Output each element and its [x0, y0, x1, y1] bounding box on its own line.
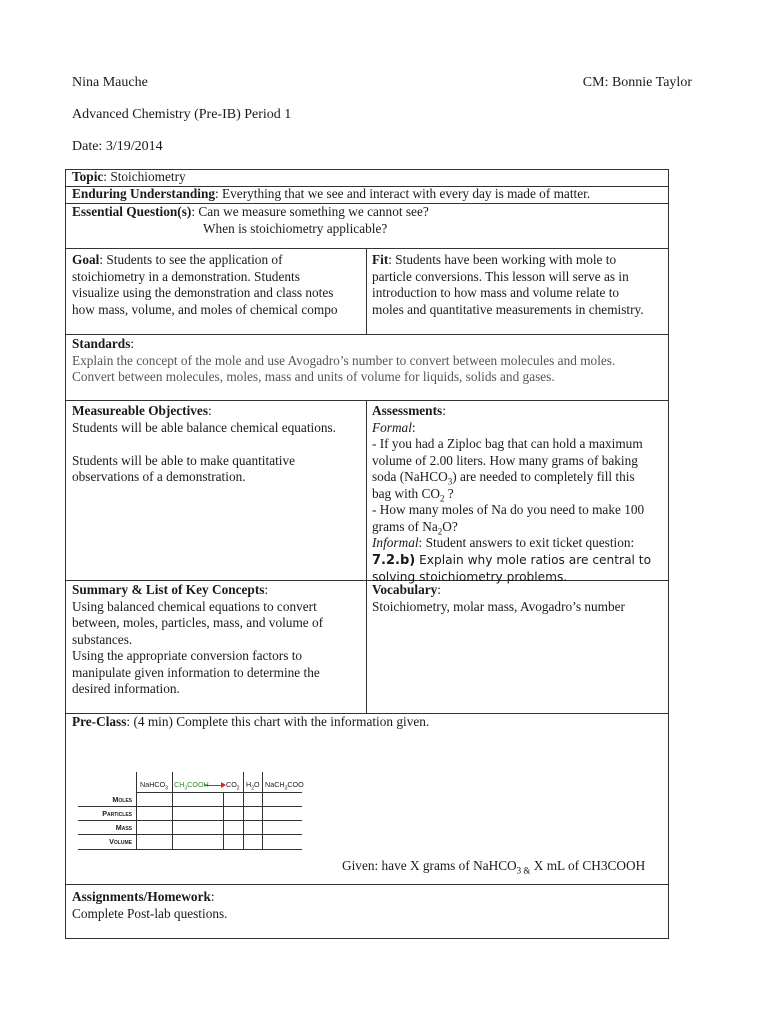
fit-label: Fit — [372, 252, 389, 267]
summary-line-6: desired information. — [72, 681, 180, 696]
formal-q1-line3: soda (NaHCO$_3$) are needed to completely fill this — [372, 469, 635, 487]
goal-label: Goal — [72, 252, 100, 267]
row-moles: Moles — [112, 795, 132, 804]
homework-value: Complete Post-lab questions. — [72, 905, 228, 921]
preclass-label: Pre-Class — [72, 714, 127, 729]
given-line: Given: have X grams of NaHCO$_{3 \&}$ X mL of CH3COOH — [342, 858, 646, 876]
topic-label: Topic — [72, 169, 104, 184]
objective-2b: observations of a demonstration. — [72, 469, 246, 484]
col-ch3cooh: $CH_3COOH$ — [174, 780, 209, 792]
assessments-label: Assessments — [372, 403, 443, 418]
row-volume: Volume — [109, 837, 132, 846]
summary-cell: Summary & List of Key Concepts: Using balanced chemical equations to convert between, moles, particles, mass, and volume of substances. Using the appropriate conversion factors to manipulate given information to determine the desired information. — [72, 582, 362, 698]
formal-q1-line4: bag with $CO_2$ ? — [372, 485, 454, 504]
informal-line: Informal: Student answers to exit ticket question: — [372, 535, 635, 550]
formal-q2-line2: grams of $Na_2O$? — [372, 518, 458, 537]
lesson-date: Date: 3/19/2014 — [72, 139, 163, 154]
summary-line-3: substances. — [72, 631, 133, 647]
formal-q1-line2: volume of 2.00 liters. How many grams of baking — [372, 452, 638, 468]
assessments-cell: Assessments: Formal: - If you had a Ziploc bag that can hold a maximum volume of 2.00 liters. How many grams of baking soda (NaHCO$_3$) are needed to completely fill this bag with $CO_2$ ? - How many moles of Na do you need to make 100 grams of $Na_2O$? Informal: Student answers to exit ticket question: 7.2.b) Explain why mole ratios are central to solving stoichiometry problems. — [372, 403, 666, 586]
enduring-row — [72, 186, 590, 203]
vocabulary-label: Vocabulary — [372, 582, 438, 597]
essential-q1: : Can we measure something we cannot see? — [191, 204, 429, 219]
goal-cell — [72, 252, 362, 318]
summary-line-2: between, moles, particles, mass, and volume of — [72, 615, 324, 630]
enduring-label: Enduring Understanding — [72, 186, 215, 201]
standards-cell: Standards: Explain the concept of the mole and use Avogadro’s number to convert between molecules and moles. Convert between molecules, moles, mass and units of volume for liquids, solids and gases. — [72, 336, 666, 386]
course-title: Advanced Chemistry (Pre-IB) Period 1 — [72, 107, 292, 122]
fit-line-1: : Students have been working with mole to — [388, 252, 617, 267]
objective-1: Students will be able balance chemical equations. — [72, 419, 337, 435]
summary-label: Summary & List of Key Concepts — [72, 582, 265, 597]
formal-q2-line1: - How many moles of Na do you need to make 100 — [372, 502, 645, 517]
exit-ticket-line1: 7.2.b) Explain why mole ratios are central to — [372, 552, 652, 568]
standards-label: Standards — [72, 336, 131, 351]
preclass-value: : (4 min) Complete this chart with the information given. — [126, 714, 430, 729]
homework-label: Assignments/Homework — [72, 889, 211, 904]
summary-line-5: manipulate given information to determine the — [72, 664, 320, 680]
objectives-cell: Measureable Objectives: Students will be able balance chemical equations. Students will be able to make quantitative observations of a demonstration. — [72, 403, 362, 486]
row-particles: Particles — [102, 809, 132, 818]
goal-line-4: how mass, volume, and moles of chemical compo — [72, 301, 338, 317]
essential-label: Essential Question(s) — [72, 204, 192, 219]
fit-line-4: moles and quantitative measurements in chemistry. — [372, 301, 644, 317]
essential-row — [72, 204, 429, 221]
col-nahco3: NaHCO$_3$ — [140, 780, 168, 792]
formal-q1-line1: - If you had a Ziploc bag that can hold a maximum — [372, 436, 643, 451]
essential-q2: When is stoichiometry applicable? — [203, 221, 388, 236]
standard-2: Convert between molecules, moles, mass and units of volume for liquids, solids and gases. — [72, 369, 555, 384]
summary-line-4: Using the appropriate conversion factors to — [72, 648, 303, 663]
summary-line-1: Using balanced chemical equations to convert — [72, 598, 317, 614]
col-h2o: $H_2O$ — [246, 780, 260, 792]
goal-line-3: visualize using the demonstration and class notes — [72, 285, 334, 300]
preclass-chart — [76, 768, 308, 854]
vocabulary-cell: Vocabulary: Stoichiometry, molar mass, Avogadro’s number — [372, 582, 666, 615]
teacher-name: Nina Mauche — [72, 75, 148, 90]
topic-row — [72, 169, 186, 186]
preclass-row — [72, 714, 429, 731]
informal-label: Informal — [372, 535, 419, 550]
goal-line-1: : Students to see the application of — [99, 252, 283, 267]
row-mass: Mass — [115, 823, 132, 832]
col-nach3coo: NaCH$_3$COO — [265, 780, 304, 792]
enduring-value: : Everything that we see and interact with every day is made of matter. — [215, 186, 591, 201]
standard-1: Explain the concept of the mole and use Avogadro’s number to convert between molecules and moles. — [72, 352, 616, 368]
fit-cell — [372, 252, 666, 318]
topic-value: : Stoichiometry — [103, 169, 186, 184]
formal-label: Formal — [372, 419, 412, 435]
exit-ticket-line2: solving stoichiometry problems. — [372, 570, 568, 584]
fit-line-2: particle conversions. This lesson will serve as in — [372, 268, 629, 284]
goal-line-2: stoichiometry in a demonstration. Students — [72, 268, 300, 284]
fit-line-3: introduction to how mass and volume relate to — [372, 285, 620, 300]
homework-cell: Assignments/Homework: Complete Post-lab questions. — [72, 889, 666, 922]
objectives-label: Measureable Objectives — [72, 403, 209, 418]
vocabulary-value: Stoichiometry, molar mass, Avogadro’s number — [372, 598, 625, 614]
objective-2a: Students will be able to make quantitative — [72, 452, 296, 468]
cm-name: CM: Bonnie Taylor — [582, 75, 692, 90]
exit-ticket-number: 7.2.b) — [372, 552, 416, 568]
col-co2: $CO_2$ — [226, 780, 240, 792]
